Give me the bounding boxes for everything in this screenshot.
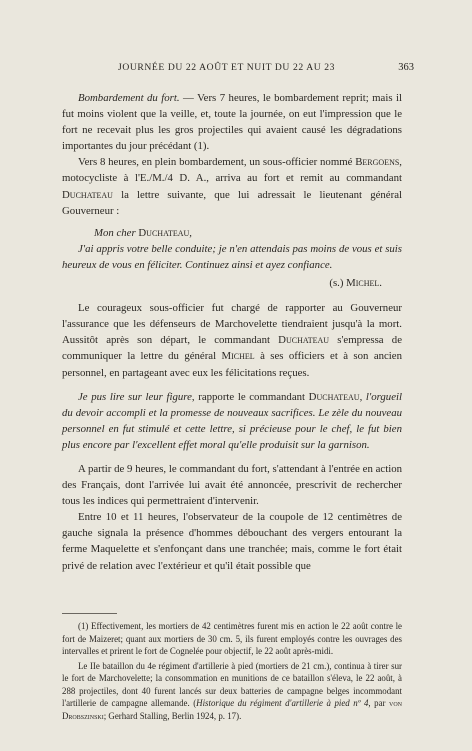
paragraph-text: , motocycliste à l'E./M./4 D. A., arriva au fort et remit au commandant	[62, 156, 402, 185]
letter-salutation	[62, 225, 402, 241]
spacer	[62, 453, 402, 461]
person-name: von Drobszinski	[62, 698, 402, 721]
footnote-text: , par	[368, 698, 389, 708]
section-lead: Bombardement du fort.	[78, 92, 180, 104]
footnotes	[62, 620, 402, 724]
person-name: Michel	[221, 350, 255, 363]
cited-title: Historique du régiment d'artillerie à pied nº 4	[196, 698, 369, 708]
paragraph-text: la lettre suivante, que lui adressait le lieutenant général Gouverneur :	[62, 188, 402, 217]
paragraph-text: Le courageux sous-officier fut chargé de rapporter au Gouverneur l'assurance que les défenseurs de Marchovelette tiendraient jusqu'à la mort. Aussitôt après son départ, le commandant	[62, 302, 402, 347]
page-number: 363	[398, 62, 414, 73]
footnote-divider	[62, 613, 117, 614]
footnote-text: ; Gerhard Stalling, Berlin 1924, p. 17).	[103, 710, 242, 721]
quoted-text: Je pus lire sur leur figure	[78, 390, 192, 403]
paragraph-quote	[62, 389, 402, 453]
paragraph-text: — Vers 7 heures, le bombardement reprit; mais il fut moins violent que la veille, et, toute la journée, on eut l'impression que le fort ne recevait plus les gros projectiles qui avaient causé les dégradations importantes du jour précédant (1).	[62, 92, 402, 153]
letter-signature	[62, 275, 402, 291]
letter-body: J'ai appris votre belle conduite; je n'en attendais pas moins de vous et suis heureux de vous en féliciter. Continuez ainsi et ayez confiance.	[62, 242, 402, 271]
person-name: Duchateau	[62, 188, 113, 201]
footnote-text: Le IIe bataillon du 4e régiment d'artillerie à pied (mortiers de 21 cm.), continua à tirer sur le fort de Marchovelette; la consommation en munitions de ce bataillon s'éleva, le 22 août, à 288 projectiles, dont 40 furent lancés sur deux batteries de campagne belges incommodant l'artillerie de campagne allemande. (	[62, 660, 402, 708]
person-name: Michel	[346, 277, 380, 290]
signature-text: (s.)	[329, 277, 347, 290]
footnote-1: (1) Effectivement, les mortiers de 42 centimètres furent mis en action le 22 août contre le fort de Maizeret; quant aux mortiers de 30 cm. 5, ils furent employés contre les ouvrages des intervalles et prirent le fort de Cognelée pour objectif, le 22 août après-midi.	[62, 621, 402, 656]
running-head: JOURNÉE DU 22 AOÛT ET NUIT DU 22 AU 23	[118, 62, 336, 73]
person-name: Duchateau	[138, 226, 190, 239]
main-text	[62, 90, 402, 574]
page-header	[62, 62, 414, 76]
paragraph-text: à ses officiers et à son ancien personnel, en partageant avec eux les félicitations reçues.	[62, 350, 402, 379]
person-name: Duchateau	[308, 390, 360, 403]
paragraph-text: s'empressa de communiquer la lettre du général	[62, 334, 402, 363]
person-name: Duchateau	[278, 334, 330, 347]
salutation-text: ,	[189, 226, 192, 239]
paragraph-text: Vers 8 heures, en plein bombardement, un sous-officier nommé	[78, 156, 356, 169]
salutation-text: Mon cher	[94, 226, 139, 239]
signature-text: .	[379, 277, 382, 290]
paragraph-ten-hours: Entre 10 et 11 heures, l'observateur de la coupole de 12 centimètres de gauche signala la présence d'hommes débouchant des vergers entourant la ferme Maquelette et s'enfonçant dans une tranchée; mais, comme le fort était privé de relation avec l'extérieur et qu'il était possible que	[62, 511, 402, 572]
paragraph-report	[62, 300, 402, 380]
person-name: Bergoens	[355, 156, 400, 169]
quoted-text: , l'orgueil du devoir accompli et la promesse de nouveaux sacrifices. Le zèle du nouveau personnel en fut stimulé et cette lettre, si précieuse pour le chef, le fut bien plus encore par l'excellent effet moral qu'elle produisit sur la garnison.	[62, 390, 403, 451]
paragraph-nine-hours: A partir de 9 heures, le commandant du fort, s'attendant à l'entrée en action des Français, dont l'arrivée lui avait été annoncée, prescrivit de rechercher tous les indices qui permettraient d'intervenir.	[62, 462, 402, 508]
paragraph-text: , rapporte le commandant	[191, 390, 309, 403]
spacer	[62, 381, 402, 389]
paragraph-messenger	[62, 154, 402, 218]
footnote-2	[62, 660, 402, 723]
paragraph-bombardment	[62, 90, 402, 154]
